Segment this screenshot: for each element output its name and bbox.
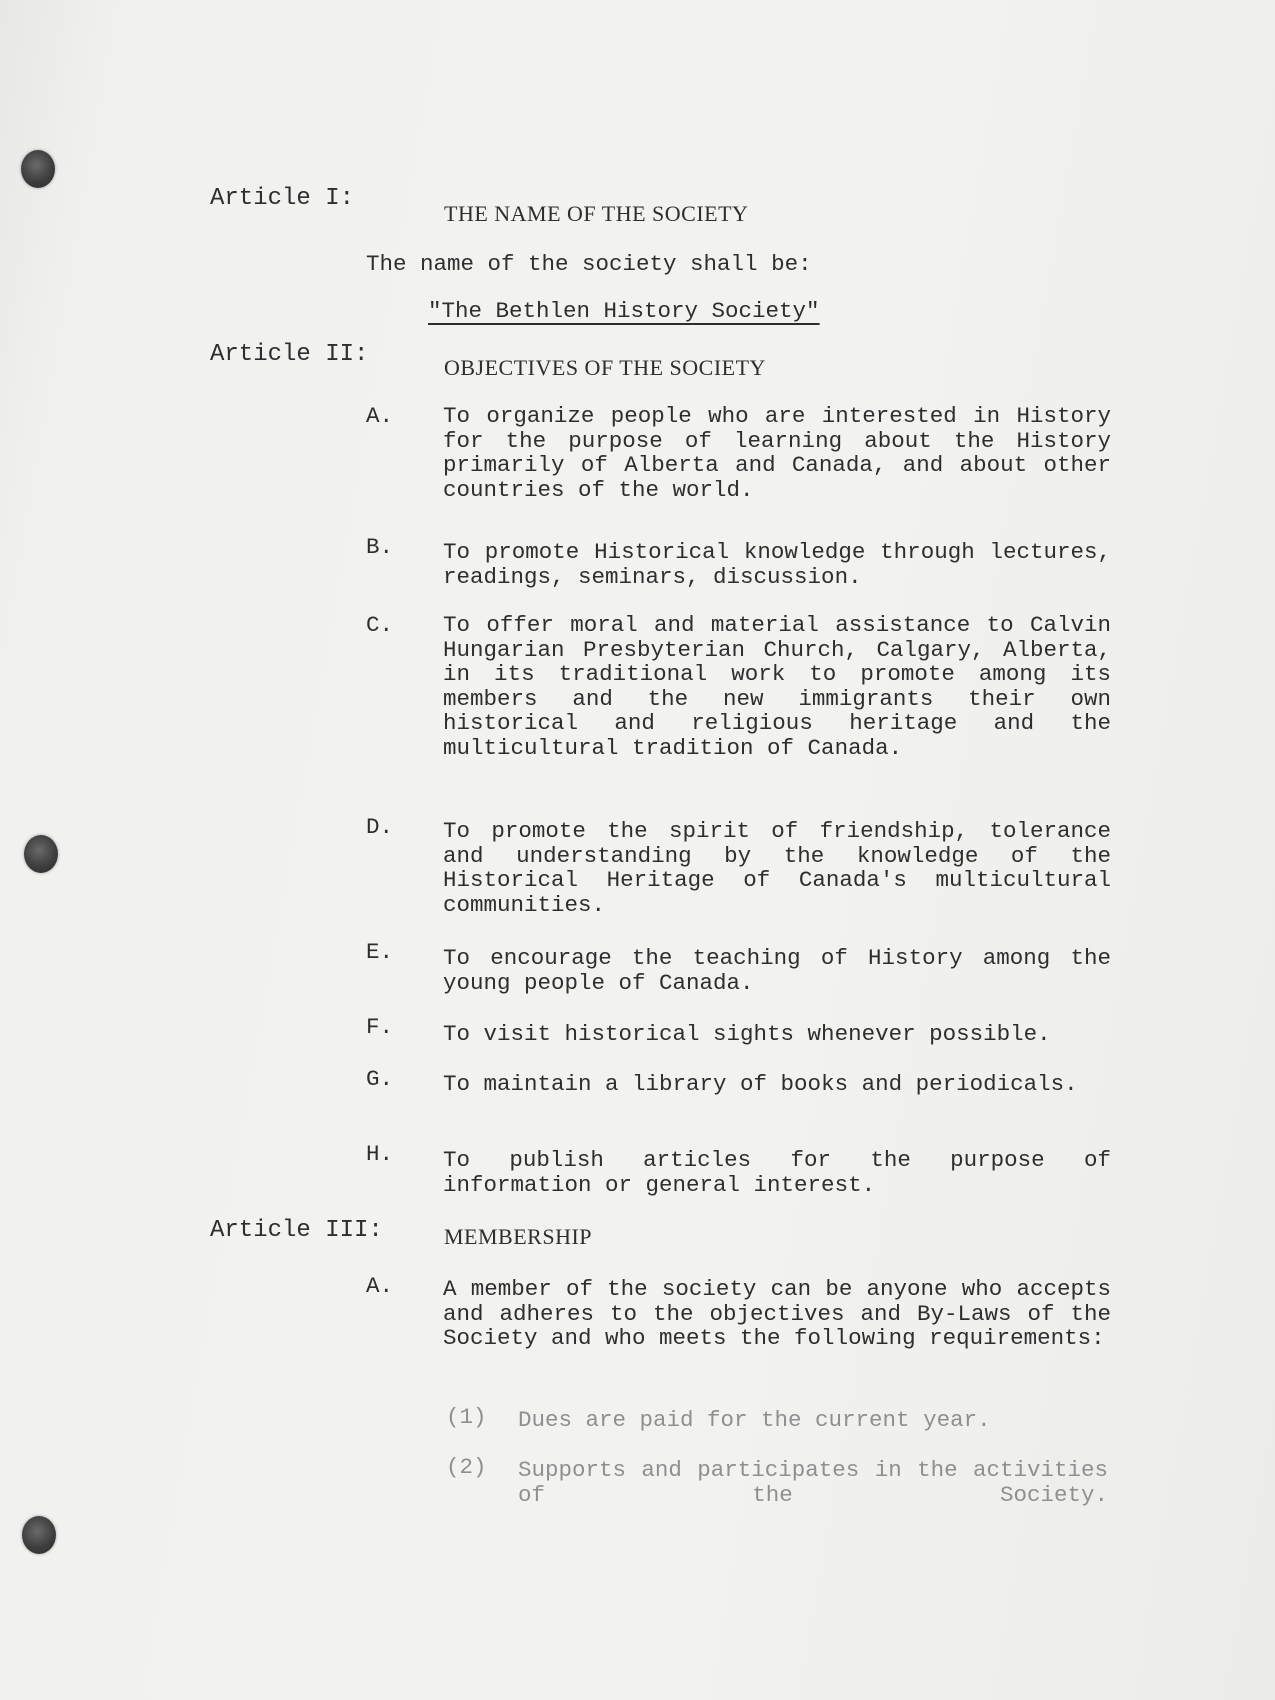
binder-hole-top [21, 150, 55, 188]
membership-a-letter: A. [366, 1273, 394, 1299]
objective-b-letter: B. [366, 534, 394, 560]
article-3-label: Article III: [210, 1217, 383, 1244]
requirement-1-number: (1) [446, 1404, 487, 1430]
membership-a-text: A member of the society can be anyone who accepts and adheres to the objectives and By-Laws of the Society and who meets the following requirements: [443, 1276, 1111, 1351]
requirement-2-text: Supports and participates in the activities of the Society. [518, 1457, 1108, 1508]
article-1-intro: The name of the society shall be: [366, 251, 812, 277]
objective-a-letter: A. [366, 403, 394, 429]
objective-g-text: To maintain a library of books and periodicals. [443, 1071, 1078, 1097]
objective-g-letter: G. [366, 1066, 394, 1092]
article-2-heading: OBJECTIVES OF THE SOCIETY [444, 355, 766, 380]
objective-h-text: To publish articles for the purpose of information or general interest. [443, 1147, 1111, 1198]
objective-f-letter: F. [366, 1014, 394, 1040]
objective-e-letter: E. [366, 939, 394, 965]
objective-b-text: To promote Historical knowledge through lectures, readings, seminars, discussion. [443, 539, 1111, 590]
article-2-label: Article II: [210, 341, 369, 368]
objective-d-text: To promote the spirit of friendship, tolerance and understanding by the knowledge of the Historical Heritage of Canada's multicultural communities. [443, 818, 1111, 918]
binder-hole-bottom [22, 1516, 56, 1554]
article-1-label: Article I: [210, 185, 355, 212]
objective-c-text: To offer moral and material assistance to Calvin Hungarian Presbyterian Church, Calgary, Alberta, in its traditional work to promote among its members and the new immigrants their own historical and religious heritage and the multicultural tradition of Canada. [443, 612, 1111, 761]
requirement-2-number: (2) [446, 1454, 487, 1480]
article-1-heading: THE NAME OF THE SOCIETY [444, 201, 749, 226]
requirement-1-text: Dues are paid for the current year. [518, 1407, 991, 1433]
objective-e-text: To encourage the teaching of History among the young people of Canada. [443, 945, 1111, 996]
objective-a-text: To organize people who are interested in History for the purpose of learning about the History primarily of Alberta and Canada, and about other countries of the world. [443, 403, 1111, 503]
article-3-heading: MEMBERSHIP [444, 1224, 593, 1249]
society-name: "The Bethlen History Society" [428, 298, 820, 324]
objective-d-letter: D. [366, 814, 394, 840]
objective-c-letter: C. [366, 612, 394, 638]
binder-hole-middle [24, 835, 58, 873]
objective-f-text: To visit historical sights whenever possible. [443, 1021, 1051, 1047]
objective-h-letter: H. [366, 1141, 394, 1167]
